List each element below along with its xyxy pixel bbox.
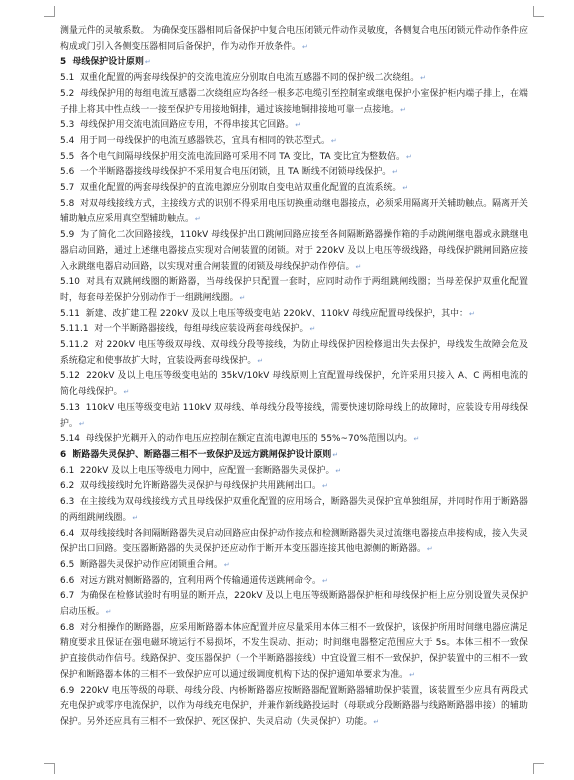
paragraph: 5.11.2 对 220kV 电压等级双母线、双母线分段等接线，为防止母线保护因检修退出失去保护，母线发生故障会危及系统稳定和使事故扩大时，宜装设两套母线保护。 ↵	[60, 338, 528, 369]
paragraph: 6.4 双母线接线时各间隔断路器失灵启动回路应由保护动作接点和检测断路器失灵过流继电器接点串接构成，接入失灵保护出口回路。变压器断路器的失灵保护还应动作于断开本变压器连接其他电源侧的断路器。 ↵	[60, 527, 528, 558]
paragraph: 5.11.1 对一个半断路器接线，每组母线应装设两套母线保护。 ↵	[60, 322, 528, 338]
paragraph: 5.14 母线保护光耦开入的动作电压应控制在额定直流电源电压的 55%~70%范围以内。 ↵	[60, 432, 528, 448]
paragraph: 6.5 断路器失灵保护动作应闭锁重合闸。 ↵	[60, 558, 528, 574]
paragraph: 6.6 对远方跳对侧断路器的，宜利用两个传输通道传送跳闸命令。 ↵	[60, 574, 528, 590]
paragraph: 5.9 为了简化二次回路接线，110kV 母线保护出口跳闸回路应接至各间隔断路器操作箱的手动跳闸继电器或永跳继电器启动回路，通过上述继电器接点实现对合闸装置的闭锁。对于 220kV 及以上电压等级线路，母线保护跳闸回路应接入永跳继电器启动回路，以实现对重合闸装置的闭锁及母线保护动作停信。 ↵	[60, 228, 528, 275]
page-corner-mark	[44, 6, 55, 17]
paragraph: 5.7 双重化配置的两套母线保护的直流电源应分别取自变电站双重化配置的直流系统。 ↵	[60, 181, 528, 197]
page-corner-mark	[533, 763, 544, 774]
paragraph: 5.13 110kV 电压等级变电站 110kV 双母线、单母线分段等接线，需要快速切除母线上的故障时，应装设专用母线保护。 ↵	[60, 401, 528, 432]
document-body	[60, 24, 528, 731]
paragraph: 5.12 220kV 及以上电压等级变电站的 35kV/10kV 母线原则上宜配置母线保护，允许采用只接入 A、C 两相电流的简化母线保护。 ↵	[60, 369, 528, 400]
paragraph: 6.1 220kV 及以上电压等级电力网中，应配置一套断路器失灵保护。 ↵	[60, 464, 528, 480]
section-heading: 6 断路器失灵保护、断路器三相不一致保护及远方跳闸保护设计原则 ↵	[60, 448, 528, 464]
paragraph: 6.8 对分相操作的断路器，应采用断路器本体应配置并应尽量采用本体三相不一致保护，该保护所用时间继电器应满足精度要求且保证在强电磁环境运行不易损坏，不发生误动、拒动；时间继电器整定范围应大于 5s。本体三相不一致保护直接供动作信号。线路保护、变压器保护（一个半断路器接线）中宜设置三相不一致保护，保护装置中的三相不一致保护和断路器本体的三相不一致保护应可以通过级调度机构下达的保护通知单要求为准。 ↵	[60, 621, 528, 684]
paragraph: 5.4 用于同一母线保护的电流互感器铁芯，宜具有相同的铁芯型式。 ↵	[60, 134, 528, 150]
paragraph: 5.6 一个半断路器接线母线保护不采用复合电压闭锁，且 TA 断线不闭锁母线保护。 ↵	[60, 165, 528, 181]
paragraph: 6.2 双母线接线时允许断路器失灵保护与母线保护共用跳闸出口。 ↵	[60, 479, 528, 495]
paragraph: 5.3 母线保护用交流电流回路应专用，不得串接其它回路。 ↵	[60, 118, 528, 134]
page-corner-mark	[533, 6, 544, 17]
paragraph: 5.5 各个电气间隔母线保护用交流电流回路可采用不同 TA 变比，TA 变比宜为整数倍。 ↵	[60, 150, 528, 166]
paragraph: 6.7 为确保在检修试验时有明显的断开点，220kV 及以上电压等级断路器保护柜和母线保护柜上应分别设置失灵保护启动压板。 ↵	[60, 589, 528, 620]
paragraph: 5.2 母线保护用的每组电流互感器二次绕组应均各经一根多芯电缆引至控制室或继电保护小室保护柜内端子排上，在端子排上将其中性点线一一接至保护专用接地铜排，通过该接地铜排接地可靠一点接地。 ↵	[60, 87, 528, 118]
page-corner-mark	[44, 763, 55, 774]
paragraph: 5.1 双重化配置的两套母线保护的交流电流应分别取自电流互感器不同的保护级二次绕组。 ↵	[60, 71, 528, 87]
paragraph: 6.9 220kV 电压等级的母联、母线分段、内桥断路器应按断路器配置断路器辅助保护装置，该装置至少应具有两段式充电保护或零序电流保护，以作为母线充电保护，并兼作新线路投运时（母联或分段断路器与线路断路器串接）的辅助保护。另外还应具有三相不一致保护、死区保护、失灵启动（失灵保护）功能。 ↵	[60, 684, 528, 731]
paragraph: 测量元件的灵敏系数。 为确保变压器相同后备保护中复合电压闭锁元件动作灵敏度，各侧复合电压闭锁元件动作条件应构成或门引入各侧变压器相同后备保护，作为动作开放条件。 ↵	[60, 24, 528, 55]
section-heading: 5 母线保护设计原则 ↵	[60, 55, 528, 71]
paragraph: 5.10 对具有双跳闸线圈的断路器，当母线保护只配置一套时，应同时动作于两组跳闸线圈；当母差保护双重化配置时，每套母差保护分别动作于一组跳闸线圈。 ↵	[60, 275, 528, 306]
paragraph: 6.3 在主接线为双母线接线方式且母线保护双重化配置的应用场合，断路器失灵保护宜单独组屏，并同时作用于断路器的两组跳闸线圈。 ↵	[60, 495, 528, 526]
paragraph: 5.8 对双母线接线方式，主接线方式的识别不得采用电压切换重动继电器接点，必须采用隔离开关辅助触点。隔离开关辅助触点应采用真空型辅助触点。 ↵	[60, 197, 528, 228]
paragraph: 5.11 新建、改扩建工程 220kV 及以上电压等级变电站 220kV、110kV 母线应配置母线保护，其中： ↵	[60, 307, 528, 323]
